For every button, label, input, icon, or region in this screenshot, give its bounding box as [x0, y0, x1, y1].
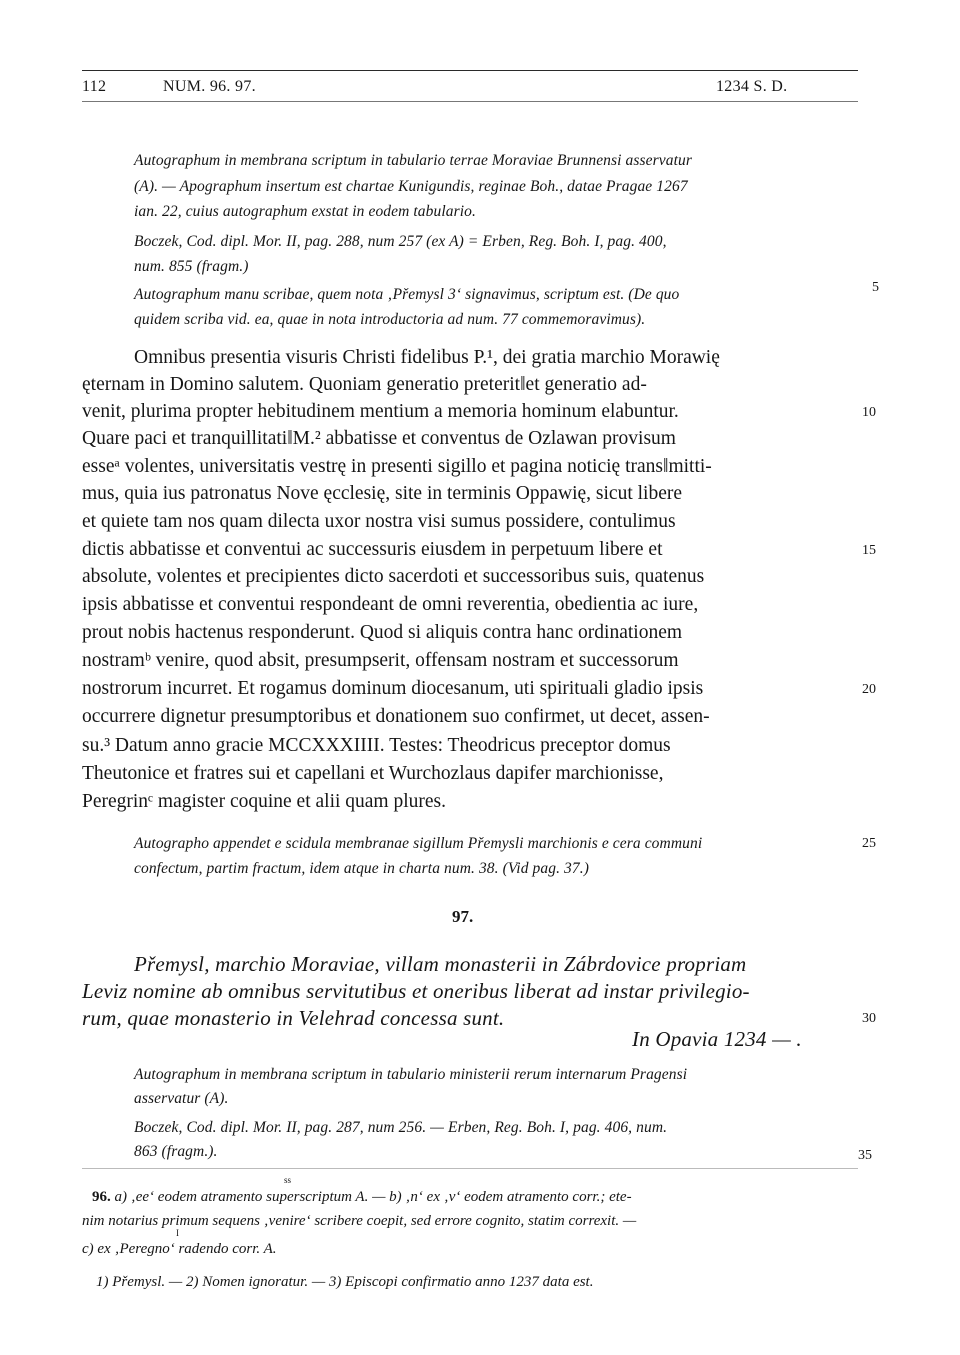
source-line: ian. 22, cuius autographum exstat in eodem tabulario. — [134, 203, 476, 220]
regest-line: Leviz nomine ab omnibus servitutibus et oneribus liberat ad instar privilegio- — [82, 979, 750, 1003]
charter-text-line: dictis abbatisse et conventui ac successuris eiusdem in perpetuum libere et — [82, 539, 663, 560]
scribe-note-line: quidem scriba vid. ea, quae in nota introductoria ad num. 77 commemoravimus). — [134, 311, 646, 328]
charter-text-line: absolute, volentes et precipientes dicto sacerdoti et successoribus suis, quatenus — [82, 566, 705, 587]
seal-note-line: Autographo appendet e scidula membranae sigillum Přemysli marchionis e cera communi — [134, 835, 703, 852]
running-title: NUM. 96. 97. — [163, 78, 256, 95]
charter-text-line: Theutonice et fratres sui et capellani et Wurchozlaus dapifer marchionisse, — [82, 763, 664, 784]
charter-text-line: Omnibus presentia visuris Christi fidelibus P.¹, dei gratia marchio Morawię — [134, 347, 720, 368]
footnote-line: c) ex ‚Peregno‘ radendo corr. A. — [82, 1241, 277, 1257]
charter-text-line: Peregrinᶜ magister coquine et alii quam plures. — [82, 791, 447, 812]
seal-note-line: confectum, partim fractum, idem atque in charta num. 38. (Vid pag. 37.) — [134, 860, 589, 877]
line-number: 5 — [872, 280, 879, 295]
place-date: In Opavia 1234 — . — [632, 1027, 802, 1051]
edition-line: num. 855 (fragm.) — [134, 258, 249, 275]
scribe-note-line: Autographum manu scribae, quem nota ‚Přemysl 3‘ signavimus, scriptum est. (De quo — [134, 286, 680, 303]
source-line: Autographum in membrana scriptum in tabulario terrae Moraviae Brunnensi asservatur — [134, 152, 692, 169]
line-number: 30 — [862, 1011, 876, 1026]
charter-text-line: Quare paci et tranquillitati‖M.² abbatisse et conventus de Ozlawan provisum — [82, 428, 676, 449]
charter-text-line: ęternam in Domino salutem. Quoniam generatio preterit‖et generatio ad- — [82, 374, 647, 395]
charter-text-line: et quiete tam nos quam dilecta uxor nostra visi sumus possidere, contulimus — [82, 511, 676, 532]
source-line: (A). — Apographum insertum est chartae Kunigundis, reginae Boh., datae Pragae 1267 — [134, 178, 688, 195]
footnote-rule — [82, 1168, 858, 1169]
header-bottom-rule — [82, 101, 858, 102]
regest-line: rum, quae monasterio in Velehrad concessa sunt. — [82, 1006, 505, 1030]
charter-text-line: ipsis abbatisse et conventui respondeant de omni reverentia, obedientia ac iure, — [82, 594, 699, 615]
line-number: 25 — [862, 836, 876, 851]
line-number: 10 — [862, 405, 876, 420]
footnote-line — [92, 1189, 632, 1206]
footnote-label: 96. — [92, 1189, 111, 1205]
page-number: 112 — [82, 78, 107, 95]
charter-text-line: esseᵃ volentes, universitatis vestrę in presenti sigillo et pagina noticię trans‖mitti- — [82, 456, 712, 477]
line-number: 15 — [862, 543, 876, 558]
charter-text-line: occurrere dignetur presumptoribus et donationem suo confirmet, ut decet, assen- — [82, 706, 710, 727]
edition-line: 863 (fragm.). — [134, 1143, 218, 1160]
charter-text-line: mus, quia ius patronatus Nove ęcclesię, site in terminis Oppawię, sicut libere — [82, 483, 683, 504]
header-top-rule — [82, 70, 858, 71]
charter-text-line: venit, plurima propter hebitudinem mentium a memoria hominum elabuntur. — [82, 401, 679, 422]
footnote-superscript: I — [176, 1228, 179, 1238]
regest-line: Přemysl, marchio Moraviae, villam monasterii in Zábrdovice propriam — [134, 952, 747, 976]
document-number: 97. — [452, 907, 474, 926]
source-line: asservatur (A). — [134, 1090, 229, 1107]
charter-text-line: prout nobis hactenus responderunt. Quod si aliquis contra hanc ordinationem — [82, 622, 683, 643]
footnote-superscript: ss — [284, 1175, 292, 1185]
footnote-notes-line: 1) Přemysl. — 2) Nomen ignoratur. — 3) Episcopi confirmatio anno 1237 data est. — [96, 1274, 594, 1290]
footnote-text: a) ‚ee‘ eodem atramento superscriptum A. — b) ‚n‘ ex ‚v‘ eodem atramento corr.; ete- — [114, 1189, 632, 1205]
line-number: 20 — [862, 682, 876, 697]
charter-text-line: nostramᵇ venire, quod absit, presumpserit, offensam nostram et successorum — [82, 650, 679, 671]
footnote-line: nim notarius primum sequens ‚venire‘ scribere coepit, sed errore cognito, statim correxit. — — [82, 1213, 637, 1229]
edition-line: Boczek, Cod. dipl. Mor. II, pag. 288, num 257 (ex A) = Erben, Reg. Boh. I, pag. 400, — [134, 233, 667, 250]
charter-text-line: su.³ Datum anno gracie MCCXXXIIII. Testes: Theodricus preceptor domus — [82, 735, 671, 756]
source-line: Autographum in membrana scriptum in tabulario ministerii rerum internarum Pragensi — [134, 1066, 688, 1083]
line-number: 35 — [858, 1148, 872, 1163]
charter-text-line: nostrorum incurret. Et rogamus dominum diocesanum, uti spirituali gladio ipsis — [82, 678, 704, 699]
running-year: 1234 S. D. — [716, 78, 788, 95]
edition-line: Boczek, Cod. dipl. Mor. II, pag. 287, num 256. — Erben, Reg. Boh. I, pag. 406, num. — [134, 1119, 668, 1136]
